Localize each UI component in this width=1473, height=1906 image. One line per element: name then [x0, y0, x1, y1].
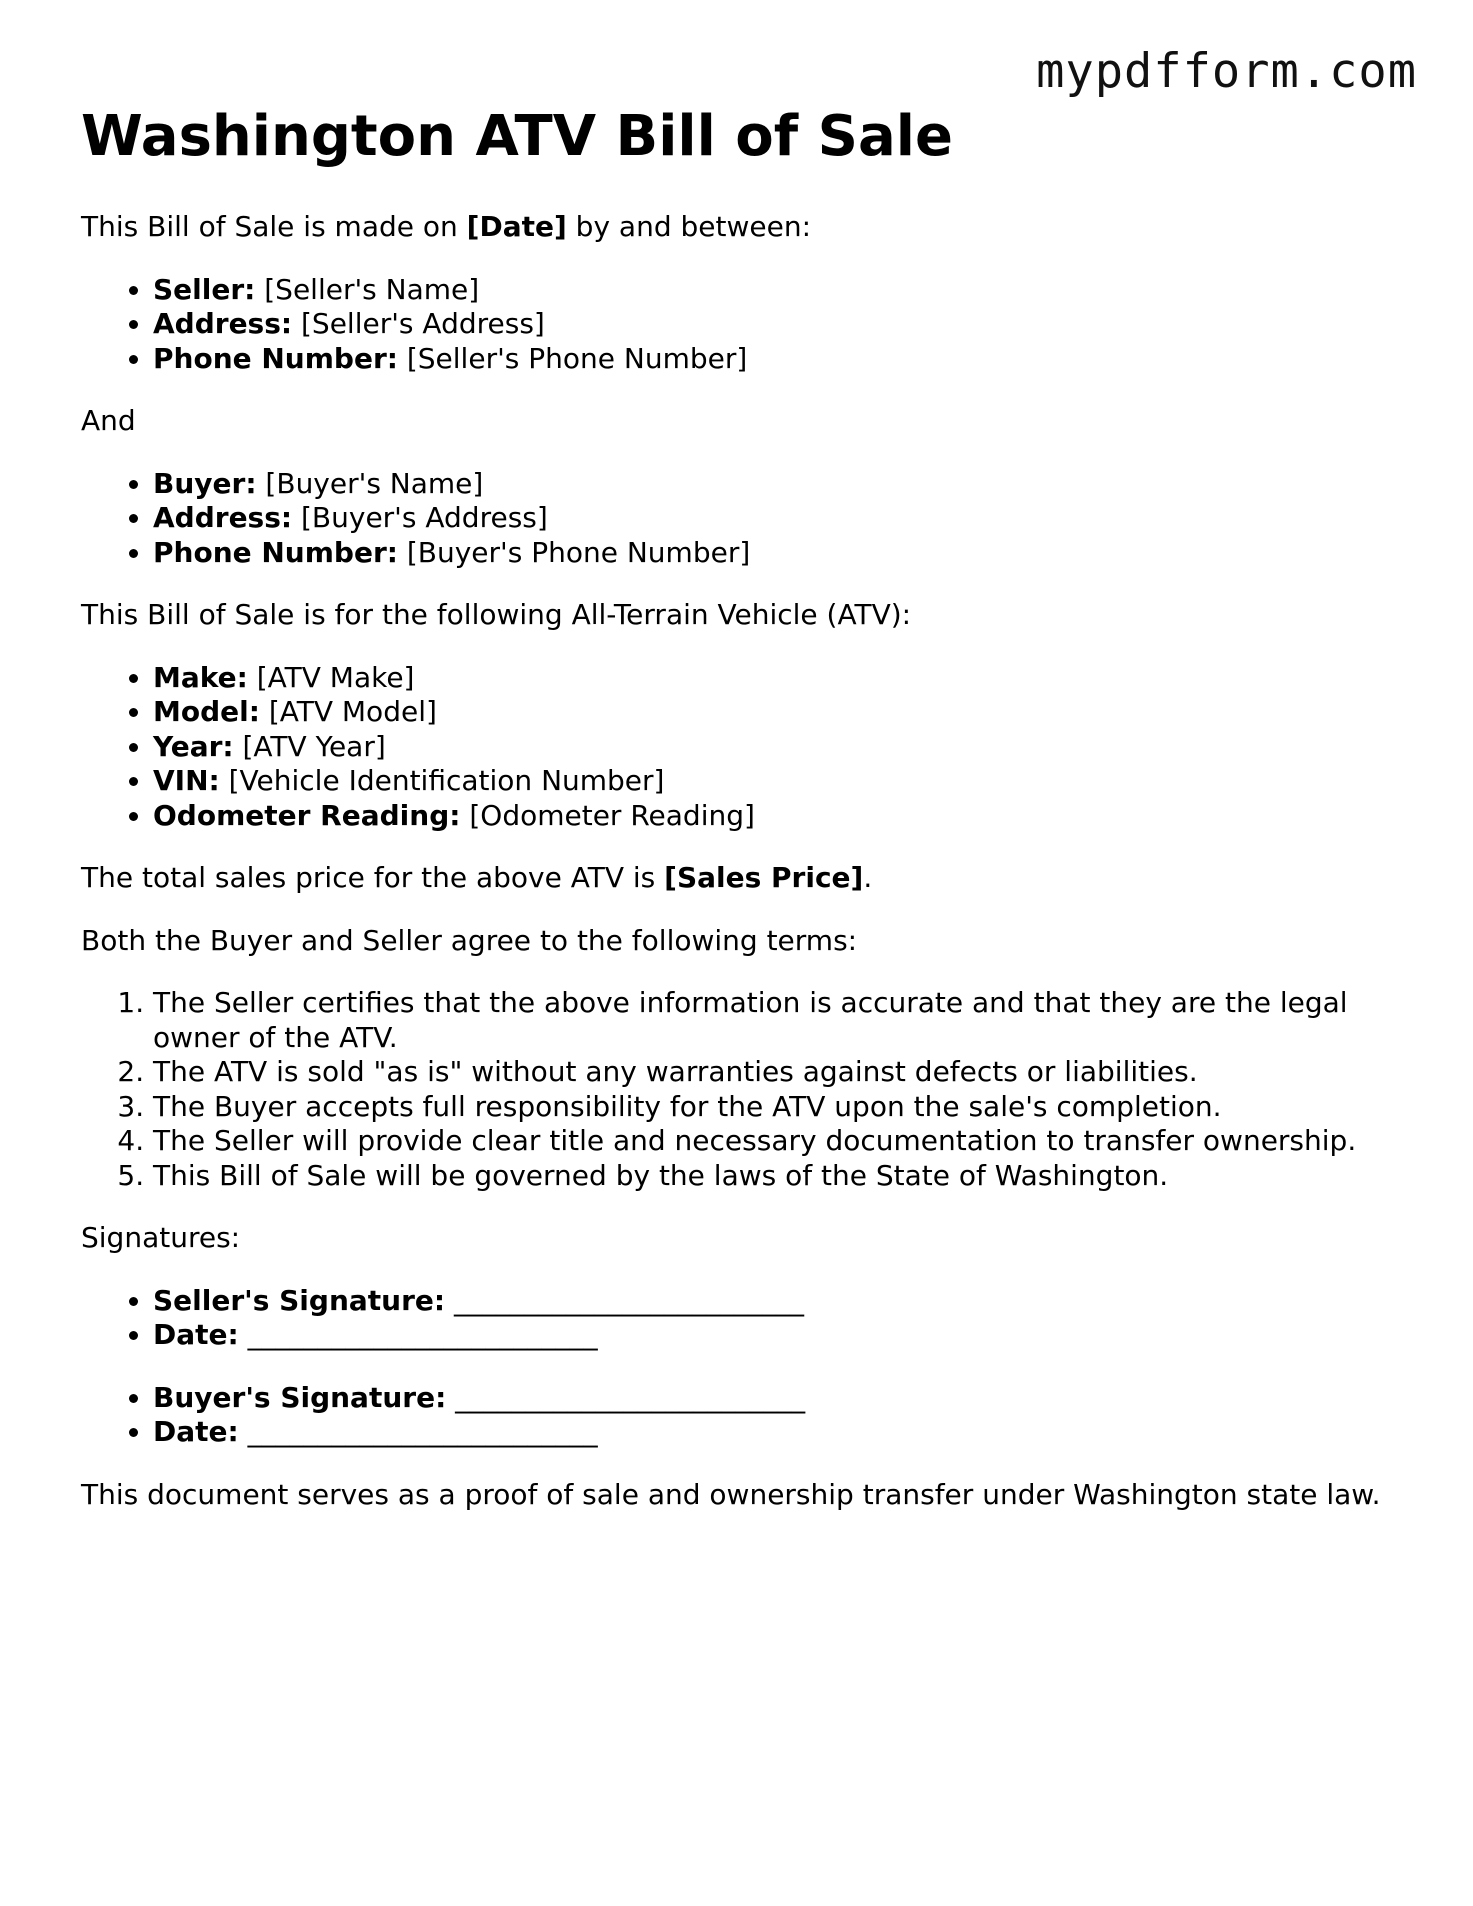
- buyer-name-label: Buyer:: [153, 466, 257, 500]
- vehicle-odometer-label: Odometer Reading:: [153, 798, 461, 832]
- price-suffix: .: [863, 861, 873, 894]
- buyer-date-line[interactable]: _________________________: [238, 1415, 598, 1448]
- vehicle-make-label: Make:: [153, 660, 248, 694]
- vehicle-vin-item: [153, 764, 1401, 799]
- vehicle-model-value: [ATV Model]: [259, 695, 437, 728]
- intro-prefix: This Bill of Sale is made on: [81, 210, 467, 243]
- seller-signature-list: [81, 1284, 1401, 1353]
- closing-paragraph: This document serves as a proof of sale and ownership transfer under Washington state law.: [81, 1477, 1381, 1511]
- seller-phone-item: [153, 342, 1401, 377]
- seller-phone-label: Phone Number:: [153, 341, 398, 375]
- buyer-phone-value: [Buyer's Phone Number]: [397, 535, 751, 569]
- seller-name-value: [Seller's Name]: [255, 272, 480, 306]
- seller-signature-label: Seller's Signature:: [153, 1283, 446, 1317]
- seller-address-label: Address:: [153, 307, 293, 340]
- term-item: 2. The ATV is sold "as is" without any warranties against defects or liabilities.: [153, 1055, 1401, 1090]
- vehicle-year-item: [153, 730, 1401, 765]
- seller-date-label: Date:: [153, 1318, 239, 1351]
- document-body: [81, 210, 1401, 1540]
- watermark-text: mypdfform.com: [1036, 44, 1417, 99]
- vehicle-make-value: [ATV Make]: [247, 660, 415, 694]
- seller-info-list: [81, 273, 1401, 377]
- term-item: 4. The Seller will provide clear title and necessary documentation to transfer ownership.: [153, 1124, 1401, 1159]
- vehicle-vin-label: VIN:: [153, 764, 220, 797]
- page-title: Washington ATV Bill of Sale: [81, 104, 953, 169]
- vehicle-year-value: [ATV Year]: [233, 729, 386, 763]
- buyer-address-item: [153, 501, 1401, 536]
- buyer-address-value: [Buyer's Address]: [292, 501, 548, 534]
- buyer-phone-label: Phone Number:: [153, 535, 398, 569]
- intro-suffix: by and between:: [566, 210, 812, 243]
- price-paragraph: [81, 861, 1401, 896]
- seller-date-item: [153, 1318, 1401, 1353]
- vehicle-vin-value: [Vehicle Identification Number]: [219, 764, 665, 797]
- buyer-info-list: [81, 467, 1401, 571]
- term-item: 5. This Bill of Sale will be governed by the laws of the State of Washington.: [153, 1159, 1401, 1194]
- buyer-signature-line[interactable]: _________________________: [446, 1380, 806, 1414]
- vehicle-year-label: Year:: [153, 729, 234, 763]
- price-prefix: The total sales price for the above ATV is: [81, 861, 665, 894]
- buyer-signature-item: [153, 1381, 1401, 1416]
- buyer-name-value: [Buyer's Name]: [256, 466, 484, 500]
- vehicle-make-item: [153, 661, 1401, 696]
- intro-paragraph: [81, 210, 1401, 245]
- buyer-signature-list: [81, 1381, 1401, 1450]
- vehicle-odometer-item: [153, 799, 1401, 834]
- vehicle-info-list: [81, 661, 1401, 834]
- and-text: And: [81, 404, 136, 437]
- term-item: 3. The Buyer accepts full responsibility for the ATV upon the sale's completion.: [153, 1090, 1401, 1125]
- seller-address-item: [153, 307, 1401, 342]
- terms-list: [81, 986, 1401, 1193]
- seller-signature-line[interactable]: _________________________: [445, 1283, 804, 1317]
- seller-phone-value: [Seller's Phone Number]: [397, 341, 748, 375]
- terms-intro: Both the Buyer and Seller agree to the following terms:: [81, 923, 858, 957]
- buyer-date-item: [153, 1415, 1401, 1450]
- buyer-phone-item: [153, 536, 1401, 571]
- price-placeholder: [Sales Price]: [664, 861, 864, 894]
- vehicle-intro: This Bill of Sale is for the following All-Terrain Vehicle (ATV):: [81, 598, 912, 631]
- seller-address-value: [Seller's Address]: [292, 307, 545, 340]
- buyer-date-label: Date:: [153, 1415, 239, 1448]
- seller-signature-item: [153, 1284, 1401, 1319]
- vehicle-model-item: [153, 695, 1401, 730]
- vehicle-odometer-value: [Odometer Reading]: [460, 798, 755, 832]
- seller-date-line[interactable]: _________________________: [238, 1318, 598, 1351]
- term-item: 1. The Seller certifies that the above information is accurate and that they are the legal owner of the ATV.: [153, 986, 1401, 1055]
- seller-name-item: [153, 273, 1401, 308]
- vehicle-model-label: Model:: [153, 695, 260, 728]
- buyer-name-item: [153, 467, 1401, 502]
- buyer-signature-label: Buyer's Signature:: [153, 1380, 447, 1414]
- signatures-heading: Signatures:: [81, 1221, 241, 1254]
- seller-name-label: Seller:: [153, 272, 256, 306]
- buyer-address-label: Address:: [153, 501, 293, 534]
- date-placeholder: [Date]: [466, 210, 567, 243]
